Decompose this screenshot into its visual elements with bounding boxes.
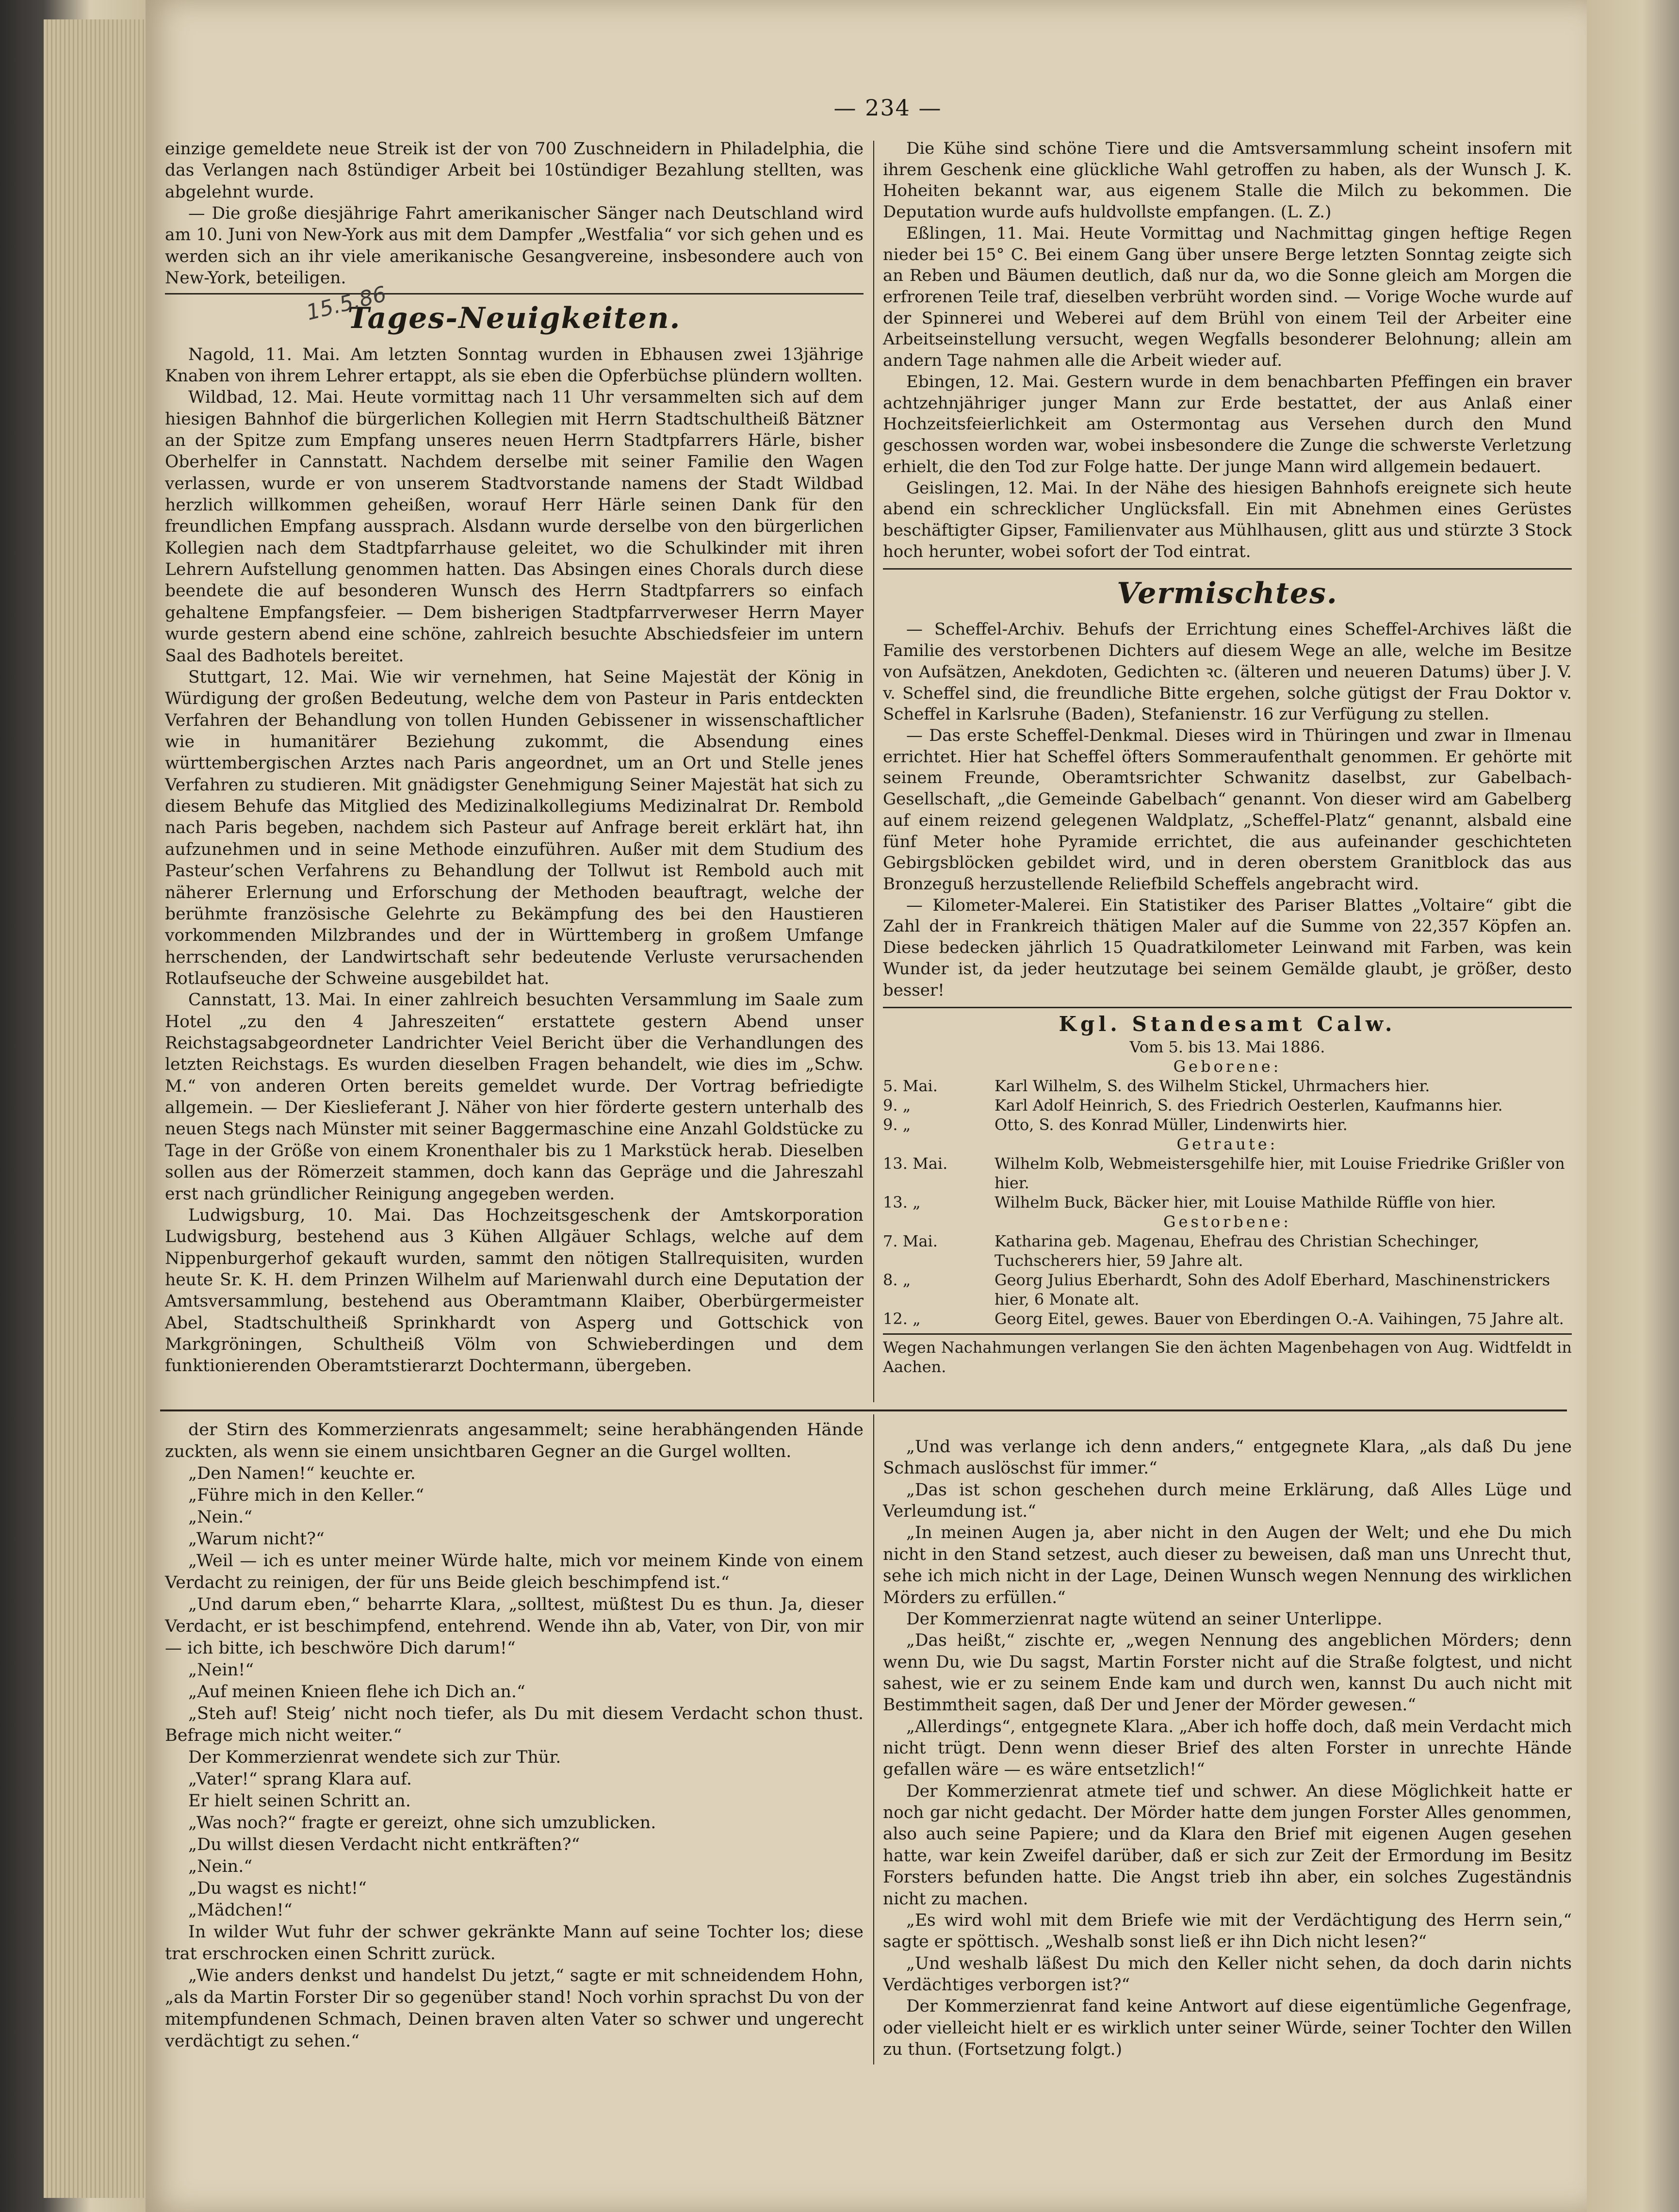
- intro-paragraph: einzige gemeldete neue Streik ist der von 700 Zuschneidern in Philadelphia, die das Verlangen nach 8stündiger Arbeit bei 10stündiger Bezahlung stellten, was abgelehnt wurde.: [165, 139, 864, 202]
- misc-paragraph: — Scheffel-Archiv. Behufs der Errichtung eines Scheffel-Archives läßt die Familie des verstorbenen Dichters auf diesem Wege an alle, welche im Besitze von Aufsätzen, Anekdoten, Gedichten ꝛc. (älteren und neueren Datums) über J. V. v. Scheffel sind, die freundliche Bitte ergehen, solche gütigst der Frau Doktor v. Scheffel in Karlsruhe (Baden), Stefanienstr. 16 zur Verfügung zu stellen.: [883, 620, 1572, 724]
- story-paragraph: „Führe mich in den Keller.“: [188, 1486, 424, 1505]
- newspaper-page: [146, 0, 1587, 2212]
- section-rule: [165, 293, 864, 295]
- story-paragraph: „Das ist schon geschehen durch meine Erklärung, daß Alles Lüge und Verleumdung ist.“: [883, 1480, 1572, 1522]
- story-paragraph: der Stirn des Kommerzienrats angesammelt; seine herabhängenden Hände zuckten, als wenn sie einem unsichtbaren Gegner an die Gurgel wollten.: [165, 1420, 864, 1461]
- story-paragraph: „Nein.“: [188, 1507, 253, 1527]
- register-text: Georg Julius Eberhardt, Sohn des Adolf Eberhard, Maschinenstrickers hier, 6 Monate alt.: [994, 1271, 1550, 1309]
- section-rule: [883, 1007, 1572, 1008]
- feuilleton-column-divider: [873, 1414, 874, 2065]
- news-paragraph: Cannstatt, 13. Mai. In einer zahlreich besuchten Versammlung im Saale zum Hotel „zu den 4 Jahreszeiten“ erstattete gestern Abend unser Reichstagsabgeordneter Landrichter Veiel Bericht über die Verhandlungen des letzten Reichstags. Es wurden dieselben Fragen behandelt, wie dies im „Schw. M.“ von anderen Orten bereits gemeldet wurde. Der Vortrag befriedigte allgemein. — Der Kieslieferant J. Näher von hier förderte gestern unterhalb des neuen Stegs nach Münster mit seiner Baggermaschine eine Anzahl Goldstücke zu Tage in der Größe von einem Kronenthaler bis zu 1 Markstück herab. Dieselben sollen aus der Römerzeit stammen, doch kann das Gepräge und die Jahreszahl erst nach gründlicher Reinigung angegeben werden.: [165, 990, 864, 1204]
- news-paragraph: Ebingen, 12. Mai. Gestern wurde in dem benachbarten Pfeffingen ein braver achtzehnjähriger junger Mann zur Erde bestattet, der aus Anlaß einer Hochzeitsfeierlichkeit am Ostermontag aus Versehen durch den Mund geschossen worden war, wobei insbesondere die Zunge die schwerste Verletzung erhielt, die den Tod zur Folge hatte. Der junge Mann wird allgemein bedauert.: [883, 372, 1572, 476]
- section-rule: [883, 1333, 1572, 1335]
- news-paragraph: Eßlingen, 11. Mai. Heute Vormittag und Nachmittag gingen heftige Regen nieder bei 15° C. Bei einem Gang über unsere Berge letzten Sonntag zeigte sich an Reben und Bäumen deutlich, daß nur da, wo die Sonne gleich am Morgen die erfrorenen Teile traf, dieselben verbrüht worden sind. — Vorige Woche wurde auf der Spinnerei und Weberei auf dem Brühl von einem Teil der Arbeiter eine Arbeitseinstellung versucht, wegen Wegfalls besonderer Belohnung; allein am andern Tage nahmen alle die Arbeit wieder auf.: [883, 223, 1572, 371]
- story-paragraph: „Und darum eben,“ beharrte Klara, „solltest, müßtest Du es thun. Ja, dieser Verdacht, er ist beschimpfend, entehrend. Wende ihn ab, Vater, von Dir, von mir — ich bitte, ich beschwöre Dich darum!“: [165, 1595, 864, 1658]
- column-top-right: [883, 138, 1572, 1376]
- register-date: 12. „: [883, 1310, 921, 1328]
- story-paragraph: „Du willst diesen Verdacht nicht entkräften?“: [188, 1835, 580, 1854]
- story-paragraph: „Auf meinen Knieen flehe ich Dich an.“: [188, 1682, 525, 1702]
- story-paragraph: „Den Namen!“ keuchte er.: [188, 1464, 416, 1483]
- register-entry: [883, 1270, 1572, 1309]
- register-date: 9. „: [883, 1115, 911, 1134]
- register-date: 13. Mai.: [883, 1154, 948, 1173]
- register-period: Vom 5. bis 13. Mai 1886.: [1129, 1038, 1325, 1057]
- register-entry: [883, 1193, 1572, 1212]
- news-paragraph: Die Kühe sind schöne Tiere und die Amtsversammlung scheint insofern mit ihrem Geschenk eine glückliche Wahl getroffen zu haben, als der Wunsch J. K. Hoheiten bekannt war, aus eigenem Stalle die Milch zu bekommen. Die Deputation wurde aufs huldvollste empfangen. (L. Z.): [883, 139, 1572, 222]
- misc-paragraph: — Kilometer-Malerei. Ein Statistiker des Pariser Blattes „Voltaire“ gibt die Zahl der in Frankreich thätigen Maler auf die Summe von 22,357 Köpfen an. Diese bedecken jährlich 15 Quadratkilometer Leinwand mit Farben, was kein Wunder ist, da jeder heutzutage bei seinem Gemälde glaubt, je größer, desto besser!: [883, 895, 1572, 1000]
- story-paragraph: „Nein.“: [188, 1857, 253, 1876]
- register-category: Gestorbene:: [1163, 1213, 1292, 1231]
- section-heading-tages-neuigkeiten: Tages-Neuigkeiten.: [347, 301, 681, 335]
- story-paragraph: Er hielt seinen Schritt an.: [188, 1791, 411, 1811]
- register-date: 7. Mai.: [883, 1232, 938, 1251]
- register-entry: [883, 1115, 1572, 1134]
- news-paragraph: Nagold, 11. Mai. Am letzten Sonntag wurden in Ebhausen zwei 13jährige Knaben von ihrem Lehrer ertappt, als sie eben die Opferbüchse plündern wollten.: [165, 344, 864, 386]
- story-paragraph: Der Kommerzienrat fand keine Antwort auf diese eigentümliche Gegenfrage, oder vielleicht hielt er es wirklich unter seiner Würde, seiner Tochter den Willen zu thun. (Fortsetzung folgt.): [883, 1997, 1572, 2060]
- news-paragraph: Geislingen, 12. Mai. In der Nähe des hiesigen Bahnhofs ereignete sich heute abend ein schrecklicher Unglücksfall. Ein mit Abnehmen eines Gerüstes beschäftigter Gipser, Familienvater aus Mühlhausen, glitt aus und stürzte 3 Stock hoch herunter, wobei sofort der Tod eintrat.: [883, 478, 1572, 561]
- page-number: — 234 —: [833, 95, 942, 121]
- story-paragraph: „Allerdings“, entgegnete Klara. „Aber ich hoffe doch, daß mein Verdacht mich nicht trügt. Denn wenn dieser Brief des alten Forster in unrechte Hände gefallen wäre — es wäre entsetzlich!“: [883, 1717, 1572, 1780]
- story-paragraph: „Steh auf! Steig’ nicht noch tiefer, als Du mit diesem Verdacht schon thust. Befrage mich nicht weiter.“: [165, 1704, 864, 1745]
- notice-text: Wegen Nachahmungen verlangen Sie den ächten Magenbehagen von Aug. Widtfeldt in Aachen.: [883, 1338, 1572, 1376]
- page-edges: [44, 19, 155, 2198]
- column-top-left: [165, 138, 864, 1377]
- story-paragraph: „Mädchen!“: [188, 1901, 293, 1920]
- story-paragraph: „Nein!“: [188, 1660, 254, 1680]
- misc-paragraph: — Das erste Scheffel-Denkmal. Dieses wird in Thüringen und zwar in Ilmenau errichtet. Hier hat Scheffel öfters Sommeraufenthalt genommen. Er gehörte mit seinem Freunde, Oberamtsrichter Schwanitz daselbst, zur Gabelbach-Gesellschaft, „die Gemeinde Gabelbach“ genannt. Von dieser wird am Gabelberg auf einem reizend gelegenen Waldplatz, „Scheffel-Platz“ genannt, alsbald eine fünf Meter hohe Pyramide errichtet, die aus aufeinander geschichteten Gebirgsblöcken gebildet wird, und in deren oberstem Granitblock das aus Bronzeguß herzustellende Reliefbild Scheffels angebracht wird.: [883, 725, 1572, 894]
- story-paragraph: „Warum nicht?“: [188, 1529, 325, 1549]
- register-title: Kgl. Standesamt Calw.: [1059, 1012, 1396, 1036]
- story-paragraph: Der Kommerzienrat wendete sich zur Thür.: [188, 1748, 561, 1767]
- register-text: Karl Adolf Heinrich, S. des Friedrich Oesterlen, Kaufmanns hier.: [994, 1096, 1503, 1115]
- news-paragraph: Ludwigsburg, 10. Mai. Das Hochzeitsgeschenk der Amtskorporation Ludwigsburg, bestehend aus 3 Kühen Allgäuer Schlags, welche auf dem Nippenburgerhof gekauft wurden, sammt den nötigen Stallrequisiten, wurden heute Sr. K. H. dem Prinzen Wilhelm auf Marienwahl durch eine Deputation der Amtsversammlung, bestehend aus Oberamtmann Klaiber, Oberbürgermeister Abel, Stadtschultheiß Sprinkhardt von Asperg und Gottschick von Markgröningen, Schultheiß Völm von Schwieberdingen und dem funktionierenden Oberamtstierarzt Dochtermann, übergeben.: [165, 1205, 864, 1376]
- story-paragraph: Der Kommerzienrat atmete tief und schwer. An diese Möglichkeit hatte er noch gar nicht gedacht. Der Mörder hatte dem jungen Forster Alles genommen, also auch seine Papiere; und da Klara den Brief mit eigenen Augen gesehen hatte, war kein Zweifel darüber, daß er sich zur Zeit der Ermordung im Besitz Forsters befunden hatte. Die Angst trieb ihn aber, ein solches Zugeständnis nicht zu machen.: [883, 1781, 1572, 1909]
- register-standesamt: [883, 1011, 1572, 1328]
- section-heading-vermischtes: Vermischtes.: [1117, 576, 1338, 611]
- feuilleton-column-right: [883, 1436, 1572, 2060]
- story-paragraph: „Wie anders denkst und handelst Du jetzt,“ sagte er mit schneidendem Hohn, „als da Martin Forster Dir so gegenüber stand! Noch vorhin sprachst Du von der mitempfundenen Schmach, Deinen braven alten Vater so schwer und ungerecht verdächtigt zu sehen.“: [165, 1966, 864, 2051]
- feuilleton-divider: [160, 1409, 1567, 1411]
- section-rule: [883, 568, 1572, 570]
- story-paragraph: Der Kommerzienrat nagte wütend an seiner Unterlippe.: [906, 1609, 1383, 1629]
- register-date: 5. Mai.: [883, 1077, 938, 1096]
- register-date: 9. „: [883, 1096, 911, 1115]
- story-paragraph: „Weil — ich es unter meiner Würde halte, mich vor meinem Kinde von einem Verdacht zu reinigen, der für uns Beide gleich beschimpfend ist.“: [165, 1551, 864, 1592]
- story-paragraph: „Was noch?“ fragte er gereizt, ohne sich umzublicken.: [188, 1813, 656, 1833]
- story-paragraph: „Das heißt,“ zischte er, „wegen Nennung des angeblichen Mörders; denn wenn Du, wie Du sagst, Martin Forster nicht auf die Straße folgtest, und nicht sahest, wie er zu seinem Ende kam und durch wen, kannst Du auch nicht mit Bestimmtheit sagen, daß Der und Jener der Mörder gewesen.“: [883, 1631, 1572, 1715]
- handwritten-annotation: 15.5.86: [304, 281, 389, 326]
- story-paragraph: „Und weshalb läßest Du mich den Keller nicht sehen, da doch darin nichts Verdächtiges verborgen ist?“: [883, 1953, 1572, 1995]
- register-text: Otto, S. des Konrad Müller, Lindenwirts hier.: [994, 1115, 1348, 1134]
- register-category: Getraute:: [1176, 1135, 1278, 1154]
- register-text: Karl Wilhelm, S. des Wilhelm Stickel, Uhrmachers hier.: [994, 1077, 1430, 1096]
- story-paragraph: „Du wagst es nicht!“: [188, 1879, 367, 1898]
- register-entry: [883, 1231, 1572, 1270]
- register-entry: [883, 1096, 1572, 1115]
- story-paragraph: In wilder Wut fuhr der schwer gekränkte Mann auf seine Tochter los; diese trat erschrocken einen Schritt zurück.: [165, 1922, 864, 1964]
- register-entry: [883, 1309, 1572, 1328]
- register-text: Katharina geb. Magenau, Ehefrau des Christian Schechinger, Tuchscherers hier, 59 Jahre alt.: [994, 1232, 1480, 1270]
- story-paragraph: „Und was verlange ich denn anders,“ entgegnete Klara, „als daß Du jene Schmach auslöschst für immer.“: [883, 1437, 1572, 1478]
- register-entry: [883, 1076, 1572, 1096]
- intro-paragraph: — Die große diesjährige Fahrt amerikanischer Sänger nach Deutschland wird am 10. Juni von New-York aus mit dem Dampfer „Westfalia“ vor sich gehen und es werden sich an ihr viele amerikanische Gesangvereine, insbesondere auch von New-York, beteiligen.: [165, 204, 864, 288]
- feuilleton-column-left: [165, 1419, 864, 2052]
- register-date: 13. „: [883, 1193, 921, 1212]
- register-date: 8. „: [883, 1271, 911, 1290]
- story-paragraph: „In meinen Augen ja, aber nicht in den Augen der Welt; und ehe Du mich nicht in den Stand setzest, auch dieser zu beweisen, daß man uns Unrecht thut, sehe ich mich nicht in der Lage, Deinen Wunsch wegen Nennung des wirklichen Mörders zu erfüllen.“: [883, 1523, 1572, 1607]
- news-paragraph: Wildbad, 12. Mai. Heute vormittag nach 11 Uhr versammelten sich auf dem hiesigen Bahnhof die bürgerlichen Kollegien mit Herrn Stadtschultheiß Bätzner an der Spitze zum Empfang unseres neuen Herrn Stadtpfarrers Härle, bisher Oberhelfer in Cannstatt. Nachdem derselbe mit seiner Familie den Wagen verlassen, wurde er von unserem Stadtvorstande namens der Stadt Wildbad herzlich willkommen geheißen, worauf Herr Härle seinen Dank für den freundlichen Empfang aussprach. Alsdann wurde derselbe von den bürgerlichen Kollegien nach dem Stadtpfarrhause geleitet, wo die Schulkinder mit ihren Lehrern Aufstellung genommen hatten. Das Absingen eines Chorals durch diese beendete die auf besonderen Wunsch des Herrn Stadtpfarrers so einfach gehaltene Empfangsfeier. — Dem bisherigen Stadtpfarrverweser Herrn Mayer wurde gestern abend eine schöne, zahlreich besuchte Abschiedsfeier im untern Saal des Badhotels bereitet.: [165, 388, 864, 666]
- column-divider: [873, 141, 874, 1402]
- story-paragraph: „Vater!“ sprang Klara auf.: [188, 1770, 412, 1789]
- book-binding-right: [1587, 0, 1679, 2212]
- news-paragraph: Stuttgart, 12. Mai. Wie wir vernehmen, hat Seine Majestät der König in Würdigung der großen Bedeutung, welche dem von Pasteur in Paris entdeckten Verfahren der Behandlung von tollen Hunden Gebissener in wissenschaftlicher wie in humanitärer Beziehung zukommt, die Absendung eines württembergischen Arztes nach Paris angeordnet, um an Ort und Stelle jenes Verfahren zu studieren. Mit gnädigster Genehmigung Seiner Majestät hat sich zu diesem Behufe das Mitglied des Medizinalkollegiums Medizinalrat Dr. Rembold nach Paris begeben, nachdem sich Pasteur auf Anfrage bereit erklärt hat, ihn aufzunehmen und in seine Methode einzuführen. Außer mit dem Studium des Pasteur’schen Verfahrens zu Behandlung der Tollwut ist Rembold auch mit näherer Erlernung und Erforschung der Methoden beauftragt, welche der berühmte französische Gelehrte zu Bekämpfung des bei den Haustieren vorkommenden Milzbrandes und der in Württemberg in großem Umfange herrschenden, der Landwirtschaft sehr bedeutende Verluste verursachenden Rotlaufseuche der Schweine ausgebildet hat.: [165, 667, 864, 988]
- story-paragraph: „Es wird wohl mit dem Briefe wie mit der Verdächtigung des Herrn sein,“ sagte er spöttisch. „Weshalb sonst ließ er ihn Dich nicht lesen?“: [883, 1910, 1572, 1952]
- register-category: Geborene:: [1173, 1057, 1282, 1076]
- register-entry: [883, 1154, 1572, 1193]
- register-text: Wilhelm Buck, Bäcker hier, mit Louise Mathilde Rüffle von hier.: [994, 1193, 1496, 1212]
- register-text: Wilhelm Kolb, Webmeistersgehilfe hier, mit Louise Friedrike Grißler von hier.: [994, 1154, 1565, 1193]
- register-text: Georg Eitel, gewes. Bauer von Eberdingen O.-A. Vaihingen, 75 Jahre alt.: [994, 1310, 1564, 1328]
